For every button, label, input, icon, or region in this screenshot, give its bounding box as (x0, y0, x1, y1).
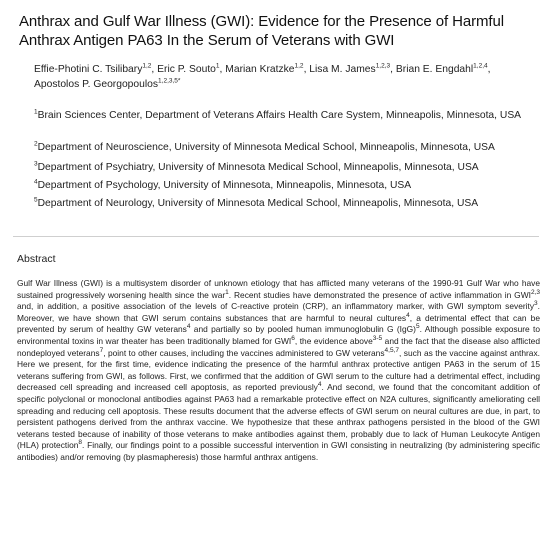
abstract-text-segment: and partially so by pooled human immunoglobulin G (IgG) (190, 324, 416, 335)
affiliation-text: Department of Neurology, University of Minnesota Medical School, Minneapolis, Minnesota, USA (37, 198, 479, 209)
affiliation-text: Department of Neuroscience, University of Minnesota Medical School, Minneapolis, Minnesota, USA (37, 142, 495, 153)
affiliation-number: 4 (34, 178, 38, 186)
author-separator: , (303, 64, 310, 75)
affiliation-number: 1 (34, 108, 38, 116)
abstract-text-segment: . Recent studies have demonstrated the presence of active inflammation in GWI (228, 289, 531, 300)
abstract-text-segment: , the evidence above (294, 335, 373, 346)
author-name (34, 79, 180, 90)
author-affiliation-marker: 1 (215, 62, 220, 70)
author-name-text: Apostolos P. Georgopoulos (34, 79, 159, 90)
paper-title: Anthrax and Gulf War Illness (GWI): Evidence for the Presence of Harmful Anthrax Antigen PA63 In the Serum of Veterans with GWI (19, 13, 504, 49)
citation-marker: 2,3 (530, 288, 540, 296)
abstract-text-segment: , a detrimental effect that can be prevented by serum of healthy GW veterans (17, 312, 540, 335)
citation-marker: 7 (99, 346, 104, 354)
citation-marker: 3-5 (372, 335, 383, 343)
author-name (225, 64, 309, 75)
author-name (157, 64, 225, 75)
citation-marker: 4 (317, 381, 322, 389)
citation-marker: 4,5,7 (384, 346, 399, 354)
abstract-text-segment: and the fact that the disease also afflicted nondeployed veterans (17, 335, 540, 358)
abstract-text-segment: , point to other causes, including the vaccines administered to GW veterans (103, 347, 385, 358)
author-name (396, 64, 491, 75)
author-separator: , (151, 64, 158, 75)
author-list (34, 62, 539, 92)
author-name (34, 64, 157, 75)
abstract-text-segment: . And second, we found that the concomitant addition of specific polyclonal or monoclonal antibodies against PA63 had a remarkable protective effect on N2A cultures, significantly ameliorating cell spreading and reducing cell apoptosis. These results document that the adverse effects of GWI serum on neural cultures are due, in part, to persistent pathogens derived from the anthrax vaccine. We hypothesize that these anthrax pathogens persisted in the blood of the GWI veterans tested because of inability of those veterans to make antibodies against them, probably due to lack of Human Leukocyte Antigen (HLA) protection (17, 382, 540, 451)
affiliation-number: 5 (34, 196, 38, 204)
citation-marker: 4 (186, 323, 191, 331)
citation-marker: 5 (415, 323, 420, 331)
abstract-heading: Abstract (17, 253, 56, 265)
affiliation-item (34, 179, 539, 192)
author-name-text: Eric P. Souto (157, 64, 216, 75)
affiliation-number: 3 (34, 160, 38, 168)
author-name-text: Effie-Photini C. Tsilibary (34, 64, 143, 75)
author-name-text: Brian E. Engdahl (395, 64, 474, 75)
citation-marker: 1 (225, 288, 229, 296)
citation-marker: 8 (78, 439, 83, 447)
author-separator: , (487, 64, 491, 75)
section-divider (13, 236, 539, 237)
affiliation-item (34, 161, 539, 174)
abstract-text-segment: . Although possible exposure to environmental toxins in war theater has been traditionally blamed for GWI (17, 324, 540, 346)
abstract-text-segment: . Finally, our findings point to a possible successful intervention in GWI consisting in neutralizing (by administering specific antibodies) and/or removing (by plasmapheresis) those harmful anthrax antigens. (17, 440, 540, 462)
abstract-text-segment: , such as the vaccine against anthrax. Here we present, for the first time, evidence indicating the presence of the harmful anthrax protective antigen PA63 in the serum of 15 veterans suffering from GWI, as follows. First, we confirmed that the addition of GWI serum to the culture had a detrimental effect, including decreased cell spreading and increased cell apoptosis, as reported previously (17, 347, 540, 393)
abstract-text-segment: . Moreover, we have shown that GWI serum contains substances that are harmful to neural cultures (17, 301, 540, 323)
affiliation-text: Department of Psychology, University of Minnesota, Minneapolis, Minnesota, USA (37, 180, 412, 191)
citation-marker: 6 (291, 335, 295, 343)
author-affiliation-marker: 1,2 (294, 62, 304, 70)
affiliation-text: Brain Sciences Center, Department of Veterans Affairs Health Care System, Minneapolis, Minnesota, USA (37, 110, 522, 121)
affiliation-item (34, 197, 539, 210)
citation-marker: 3 (534, 300, 538, 308)
abstract-text-segment: Gulf War Illness (GWI) is a multisystem disorder of unknown etiology that has afflicted many veterans of the 1990-91 Gulf War who have sustained progressively worsening health since the war (17, 278, 540, 300)
author-affiliation-marker: 1,2,3 (375, 62, 391, 70)
affiliation-text: Department of Psychiatry, University of Minnesota Medical School, Minneapolis, Minnesota, USA (37, 162, 479, 173)
affiliation-item (34, 109, 539, 122)
author-separator: , (219, 64, 226, 75)
abstract-text-segment: and, in addition, a positive association of the levels of C-reactive protein (CRP), an inflammatory marker, with GWI symptom severity (17, 301, 535, 312)
citation-marker: 4 (406, 311, 410, 319)
author-name-text: Marian Kratzke (225, 64, 295, 75)
affiliation-number: 2 (34, 140, 38, 148)
affiliation-item (34, 141, 539, 154)
author-separator: , (390, 64, 396, 75)
author-name-text: Lisa M. James (309, 64, 376, 75)
author-name (309, 64, 396, 75)
author-affiliation-marker: 1,2 (142, 62, 152, 70)
author-affiliation-marker: 1,2,4 (473, 62, 488, 70)
abstract-body (17, 278, 540, 464)
author-affiliation-marker: 1,2,3,5* (158, 77, 181, 85)
